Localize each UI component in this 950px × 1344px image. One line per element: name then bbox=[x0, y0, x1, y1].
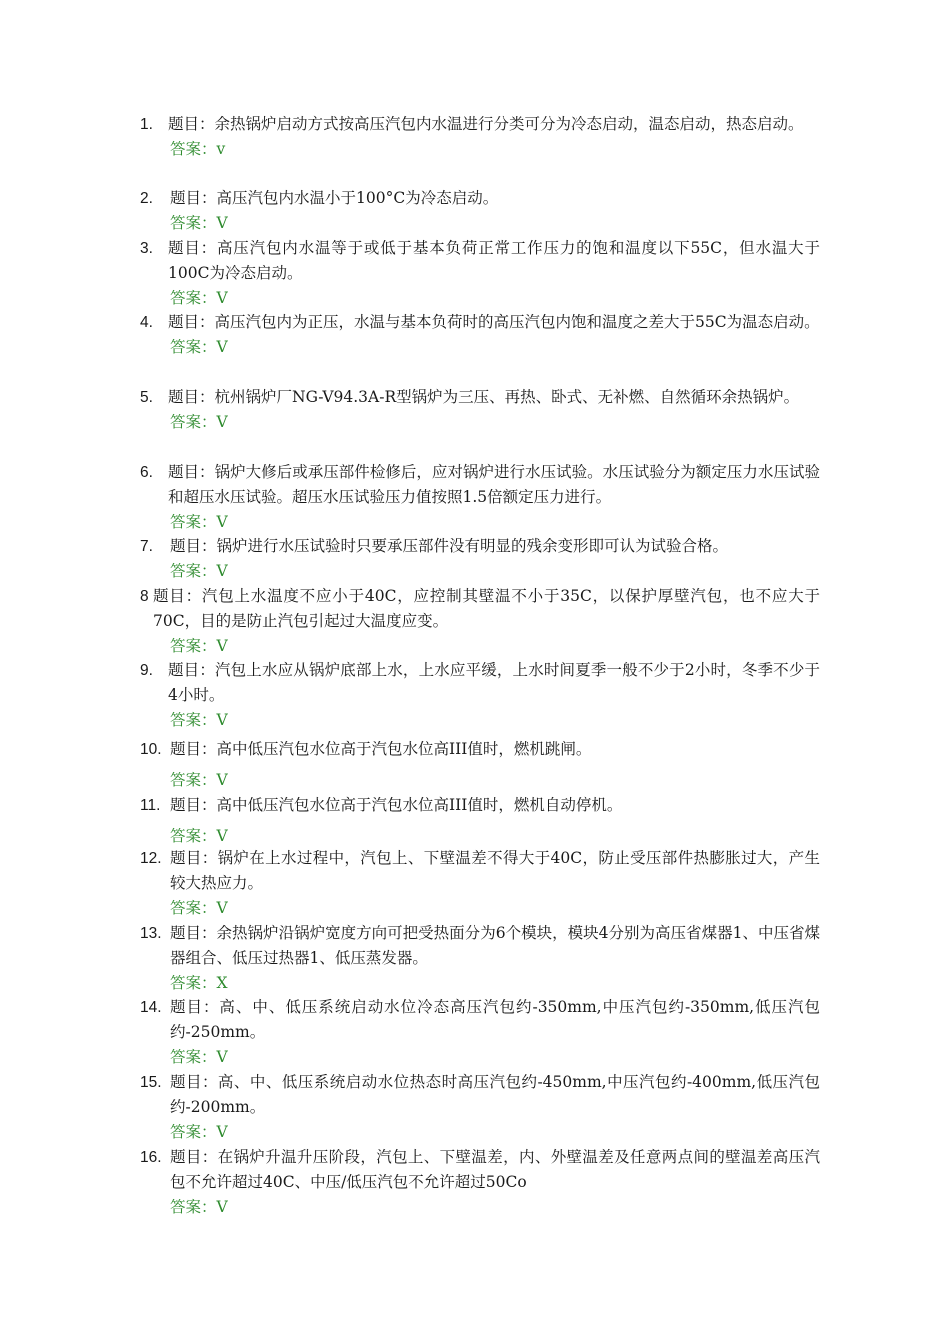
answer-value: V bbox=[216, 711, 228, 729]
question-text: 题目：高、中、低压系统启动水位冷态高压汽包约-350mm,中压汽包约-350mm,低压汽包约-250mm。 bbox=[170, 998, 820, 1041]
answer-label: 答案： bbox=[170, 513, 217, 531]
question-text: 题目：锅炉进行水压试验时只要承压部件没有明显的残余变形即可认为试验合格。 bbox=[170, 537, 729, 555]
question-item-10 bbox=[140, 737, 820, 793]
answer-line bbox=[140, 335, 820, 360]
answer-label: 答案： bbox=[170, 1198, 217, 1216]
answer-line bbox=[140, 768, 820, 793]
question-number: 10. bbox=[140, 741, 162, 758]
question-text: 题目：高中低压汽包水位高于汽包水位高III值时，燃机跳闸。 bbox=[170, 740, 592, 758]
question-item-7 bbox=[140, 534, 820, 584]
question-text: 题目：高压汽包内水温等于或低于基本负荷正常工作压力的饱和温度以下55C，但水温大于100C为冷态启动。 bbox=[168, 239, 820, 282]
question-item-14 bbox=[140, 995, 820, 1070]
answer-line bbox=[140, 211, 820, 236]
question-number: 3. bbox=[140, 240, 153, 257]
answer-label: 答案： bbox=[170, 214, 217, 232]
answer-value: V bbox=[216, 637, 228, 655]
answer-label: 答案： bbox=[170, 1123, 217, 1141]
question-text: 题目：余热锅炉沿锅炉宽度方向可把受热面分为6个模块，模块4分别为高压省煤器1、中压省煤器组合、低压过热器1、低压蒸发器。 bbox=[170, 924, 820, 967]
answer-line bbox=[140, 896, 820, 921]
question-item-13 bbox=[140, 921, 820, 996]
question-number: 16. bbox=[140, 1149, 162, 1166]
answer-label: 答案： bbox=[170, 827, 217, 845]
answer-line bbox=[140, 559, 820, 584]
answer-line bbox=[140, 510, 820, 535]
answer-line bbox=[140, 708, 820, 733]
question-text: 题目：余热锅炉启动方式按高压汽包内水温进行分类可分为冷态启动，温态启动，热态启动。 bbox=[168, 115, 804, 133]
answer-value: V bbox=[216, 1123, 228, 1141]
question-text: 题目：汽包上水应从锅炉底部上水，上水应平缓，上水时间夏季一般不少于2小时，冬季不少于4小时。 bbox=[168, 661, 820, 704]
question-number: 15. bbox=[140, 1074, 162, 1091]
answer-line bbox=[140, 410, 820, 435]
question-number: 7. bbox=[140, 538, 153, 555]
question-number: 13. bbox=[140, 925, 162, 942]
question-number: 1. bbox=[140, 116, 153, 133]
answer-value: X bbox=[216, 974, 228, 992]
question-number: 4. bbox=[140, 314, 153, 331]
answer-label: 答案： bbox=[170, 1048, 217, 1066]
question-item-1 bbox=[140, 112, 820, 162]
question-item-11 bbox=[140, 793, 820, 849]
answer-line bbox=[140, 1195, 820, 1220]
question-text: 题目：高中低压汽包水位高于汽包水位高III值时，燃机自动停机。 bbox=[170, 796, 623, 814]
question-number: 6. bbox=[140, 464, 153, 481]
question-number: 12. bbox=[140, 850, 162, 867]
answer-line bbox=[140, 286, 820, 311]
answer-label: 答案： bbox=[170, 140, 217, 158]
question-number: 11. bbox=[140, 797, 161, 814]
question-item-15 bbox=[140, 1070, 820, 1145]
answer-label: 答案： bbox=[170, 562, 217, 580]
question-item-9 bbox=[140, 658, 820, 733]
answer-label: 答案： bbox=[170, 413, 217, 431]
question-text: 题目：在锅炉升温升压阶段，汽包上、下壁温差，内、外壁温差及任意两点间的壁温差高压汽包不允许超过40C、中压/低压汽包不允许超过50Co bbox=[170, 1148, 820, 1191]
answer-line bbox=[140, 1045, 820, 1070]
answer-label: 答案： bbox=[170, 899, 217, 917]
question-item-5 bbox=[140, 385, 820, 435]
question-text: 题目：锅炉在上水过程中，汽包上、下壁温差不得大于40C，防止受压部件热膨胀过大，产生较大热应力。 bbox=[170, 849, 820, 892]
answer-label: 答案： bbox=[170, 289, 217, 307]
question-text: 题目：汽包上水温度不应小于40C，应控制其壁温不小于35C，以保护厚壁汽包，也不应大于70C，目的是防止汽包引起过大温度应变。 bbox=[153, 587, 820, 630]
question-item-3 bbox=[140, 236, 820, 311]
answer-line bbox=[140, 1120, 820, 1145]
answer-value: v bbox=[216, 140, 226, 158]
question-number: 8 bbox=[140, 588, 149, 605]
answer-line bbox=[140, 634, 820, 659]
answer-value: V bbox=[216, 899, 228, 917]
answer-value: V bbox=[216, 214, 228, 232]
question-item-8 bbox=[140, 584, 820, 659]
answer-value: V bbox=[216, 338, 228, 356]
question-number: 14. bbox=[140, 999, 162, 1016]
answer-label: 答案： bbox=[170, 338, 217, 356]
question-item-6 bbox=[140, 460, 820, 535]
answer-line bbox=[140, 137, 820, 162]
answer-value: V bbox=[216, 1198, 228, 1216]
answer-value: V bbox=[216, 771, 228, 789]
answer-value: V bbox=[216, 827, 228, 845]
answer-value: V bbox=[216, 513, 228, 531]
question-text: 题目：高、中、低压系统启动水位热态时高压汽包约-450mm,中压汽包约-400mm,低压汽包约-200mm。 bbox=[170, 1073, 820, 1116]
answer-value: V bbox=[216, 562, 228, 580]
answer-value: V bbox=[216, 1048, 228, 1066]
question-text: 题目：锅炉大修后或承压部件检修后，应对锅炉进行水压试验。水压试验分为额定压力水压试验和超压水压试验。超压水压试验压力值按照1.5倍额定压力进行。 bbox=[168, 463, 820, 506]
answer-line bbox=[140, 971, 820, 996]
question-number: 2. bbox=[140, 190, 153, 207]
question-text: 题目：高压汽包内为正压，水温与基本负荷时的高压汽包内饱和温度之差大于55C为温态启动。 bbox=[168, 313, 820, 331]
answer-value: V bbox=[216, 289, 228, 307]
question-item-2 bbox=[140, 186, 820, 236]
answer-label: 答案： bbox=[170, 771, 217, 789]
question-item-16 bbox=[140, 1145, 820, 1220]
question-item-12 bbox=[140, 846, 820, 921]
question-number: 9. bbox=[140, 662, 153, 679]
question-item-4 bbox=[140, 310, 820, 360]
answer-label: 答案： bbox=[170, 711, 217, 729]
answer-label: 答案： bbox=[170, 637, 217, 655]
answer-value: V bbox=[216, 413, 228, 431]
question-text: 题目：杭州锅炉厂NG-V94.3A-R型锅炉为三压、再热、卧式、无补燃、自然循环余热锅炉。 bbox=[168, 388, 800, 406]
question-number: 5. bbox=[140, 389, 153, 406]
question-text: 题目：高压汽包内水温小于100°C为冷态启动。 bbox=[170, 189, 499, 207]
answer-label: 答案： bbox=[170, 974, 217, 992]
